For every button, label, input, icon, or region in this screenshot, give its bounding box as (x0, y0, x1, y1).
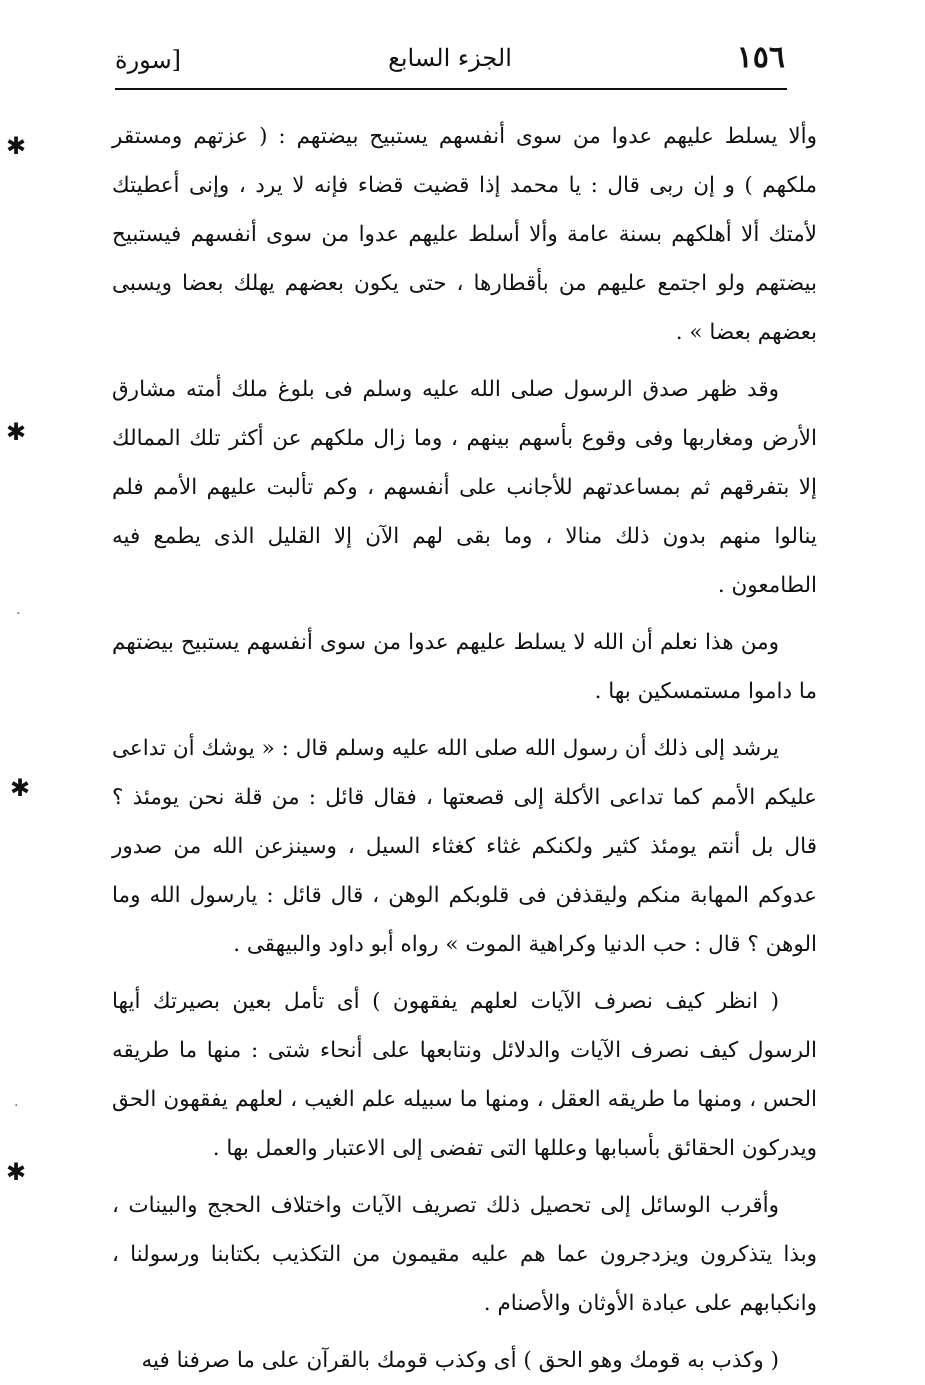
margin-ornament-icon: ✱ (10, 774, 31, 802)
paragraph: ( انظر كيف نصرف الآيات لعلهم يفقهون ) أى تأمل بعين بصيرتك أيها الرسول كيف نصرف الآيات والدلائل ونتابعها على أنحاء شتى : منها ما طريقه الحس ، ومنها ما طريقه العقل ، ومنها ما سبيله علم الغيب ، لعلهم يفقهون الحق ويدركون الحقائق بأسبابها وعللها التى تفضى إلى الاعتبار والعمل بها . (112, 989, 817, 1161)
body-text (112, 112, 817, 1385)
margin-mark-icon: · (16, 606, 21, 622)
surah-label: [سورة (115, 46, 182, 74)
paragraph: ( وكذب به قومك وهو الحق ) أى وكذب قومك بالقرآن على ما صرفنا فيه (141, 1348, 779, 1373)
running-title: الجزء السابع (388, 44, 512, 72)
page-header (115, 40, 785, 90)
margin-ornament-icon: ✱ (6, 1158, 27, 1186)
paragraph: يرشد إلى ذلك أن رسول الله صلى الله عليه وسلم قال : « يوشك أن تداعى عليكم الأمم كما تداعى الأكلة إلى قصعتها ، فقال قائل : من قلة نحن يومئذ ؟ قال بل أنتم يومئذ كثير ولكنكم غثاء كغثاء السيل ، وسينزعن الله من صدور عدوكم المهابة منكم وليقذفن فى قلوبكم الوهن ، قال قائل : يارسول الله وما الوهن ؟ قال : حب الدنيا وكراهية الموت » رواه أبو داود والبيهقى . (112, 736, 817, 957)
paragraph: وألا يسلط عليهم عدوا من سوى أنفسهم يستبيح بيضتهم : ( عزتهم ومستقر ملكهم ) و إن ربى قال : يا محمد إذا قضيت قضاء فإنه لا يرد ، وإنى أعطيتك لأمتك ألا أهلكهم بسنة عامة وألا أسلط عليهم عدوا من سوى أنفسهم فيستبيح بيضتهم ولو اجتمع عليهم من بأقطارها ، حتى يكون بعضهم يهلك بعضا ويسبى بعضهم بعضا » . (112, 124, 817, 345)
page-number: ١٥٦ (736, 40, 785, 75)
header-rule (115, 88, 787, 90)
margin-ornament-icon: ✱ (6, 418, 27, 446)
paragraph: وقد ظهر صدق الرسول صلى الله عليه وسلم فى بلوغ ملك أمته مشارق الأرض ومغاربها وفى وقوع بأسهم بينهم ، وما زال ملكهم عن أكثر تلك الممالك إلا بتفرقهم ثم بمساعدتهم للأجانب على أنفسهم ، وكم تألبت عليهم الأمم فلم ينالوا منهم بدون ذلك منالا ، وما بقى لهم الآن إلا القليل الذى يطمع فيه الطامعون . (112, 377, 817, 598)
paragraph: وأقرب الوسائل إلى تحصيل ذلك تصريف الآيات واختلاف الحجج والبينات ، وبذا يتذكرون ويزدجرون عما هم عليه مقيمون من التكذيب بكتابنا ورسولنا ، وانكبابهم على عبادة الأوثان والأصنام . (112, 1193, 817, 1316)
margin-ornament-icon: ✱ (6, 132, 27, 160)
margin-mark-icon: · (14, 1098, 19, 1114)
paragraph: ومن هذا نعلم أن الله لا يسلط عليهم عدوا من سوى أنفسهم يستبيح بيضتهم ما داموا مستمسكين بها . (112, 630, 817, 704)
